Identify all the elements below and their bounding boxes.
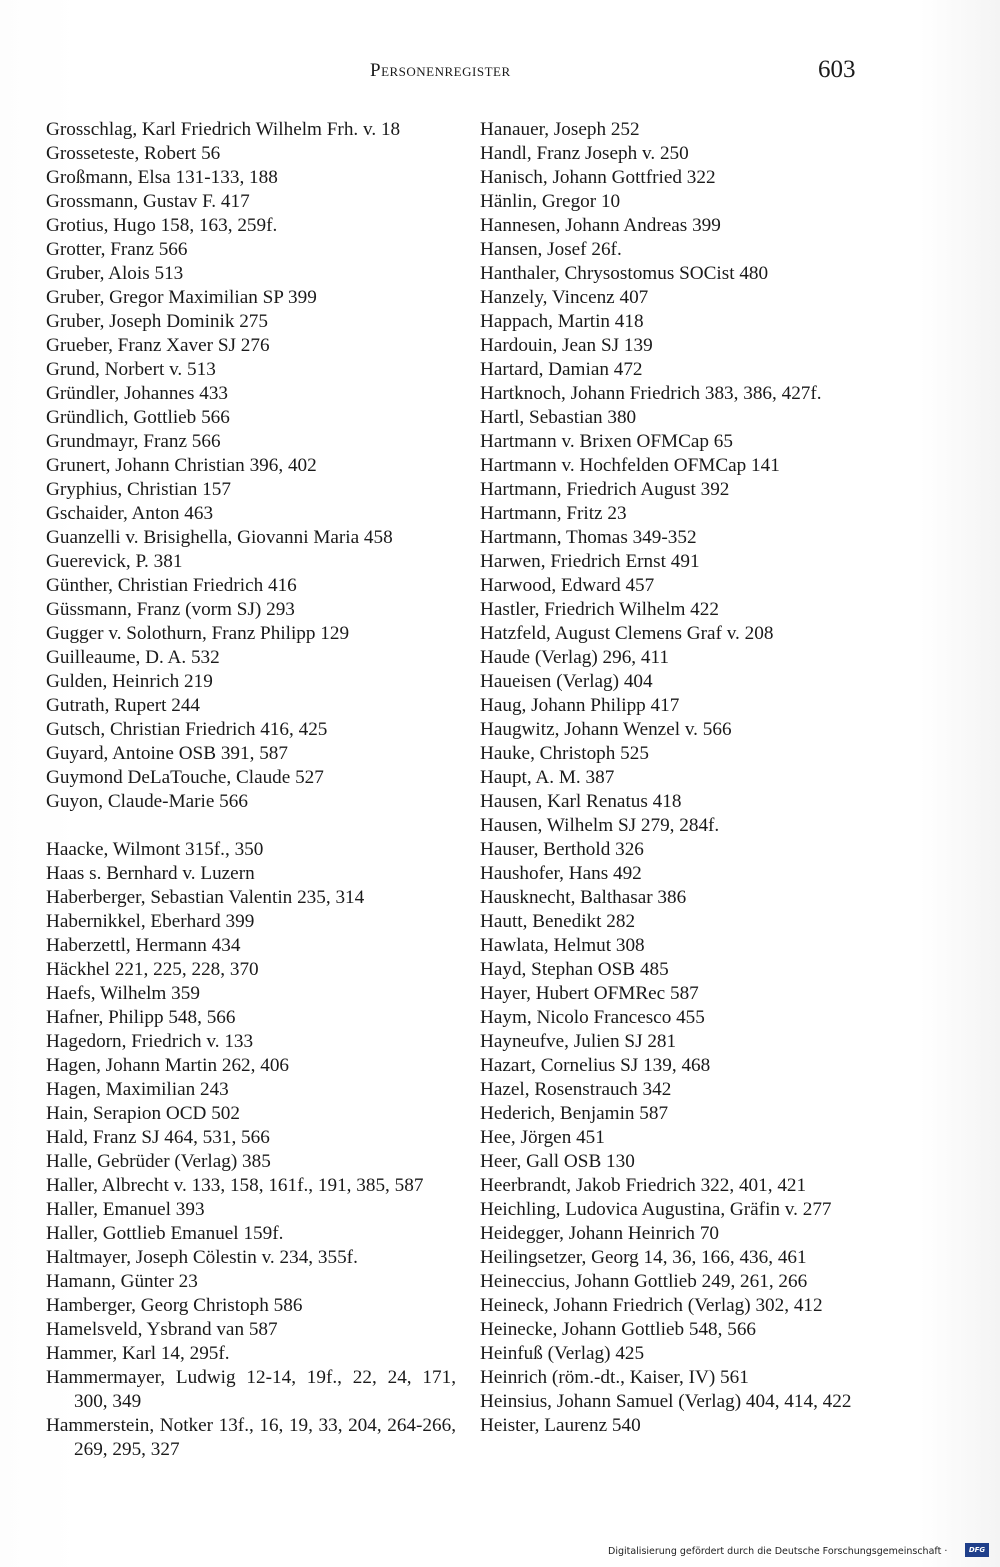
index-entry: Heidegger, Johann Heinrich 70	[480, 1223, 720, 1244]
index-entry: Gruber, Gregor Maximilian SP 399	[46, 287, 317, 308]
index-entry: Hartl, Sebastian 380	[480, 407, 637, 428]
index-entry: Heilingsetzer, Georg 14, 36, 166, 436, 461	[480, 1247, 807, 1268]
index-entry: Hammermayer, Ludwig 12-14, 19f., 22, 24, 171, 300, 349	[46, 1367, 456, 1412]
index-entry: Haefs, Wilhelm 359	[46, 983, 200, 1004]
index-entry: Grosschlag, Karl Friedrich Wilhelm Frh. v. 18	[46, 119, 401, 140]
index-entry: Hartmann v. Hochfelden OFMCap 141	[480, 455, 780, 476]
index-entry: Haude (Verlag) 296, 411	[480, 647, 669, 668]
index-column-right	[480, 118, 880, 1438]
index-entry: Hautt, Benedikt 282	[480, 911, 636, 932]
index-entry: Hederich, Benjamin 587	[480, 1103, 669, 1124]
index-entry: Hartmann, Fritz 23	[480, 503, 627, 524]
index-entry: Hardouin, Jean SJ 139	[480, 335, 653, 356]
index-entry: Guanzelli v. Brisighella, Giovanni Maria 458	[46, 527, 393, 548]
index-entry: Hartmann v. Brixen OFMCap 65	[480, 431, 733, 452]
index-entry: Heineck, Johann Friedrich (Verlag) 302, 412	[480, 1295, 823, 1316]
index-entry: Haushofer, Hans 492	[480, 863, 642, 884]
index-entry: Guyon, Claude-Marie 566	[46, 791, 248, 812]
index-entry: Gründler, Johannes 433	[46, 383, 229, 404]
index-entry: Häckhel 221, 225, 228, 370	[46, 959, 259, 980]
index-entry: Hamann, Günter 23	[46, 1271, 198, 1292]
index-entry: Haller, Emanuel 393	[46, 1199, 205, 1220]
index-entry: Hanauer, Joseph 252	[480, 119, 640, 140]
index-entry: Haltmayer, Joseph Cölestin v. 234, 355f.	[46, 1247, 358, 1268]
index-entry: Großmann, Elsa 131-133, 188	[46, 167, 278, 188]
index-entry: Gutrath, Rupert 244	[46, 695, 201, 716]
index-entry: Heineccius, Johann Gottlieb 249, 261, 266	[480, 1271, 808, 1292]
index-entry: Grotter, Franz 566	[46, 239, 188, 260]
index-entry: Hafner, Philipp 548, 566	[46, 1007, 236, 1028]
index-entry: Hagen, Maximilian 243	[46, 1079, 229, 1100]
index-entry: Happach, Martin 418	[480, 311, 644, 332]
index-entry: Heinfuß (Verlag) 425	[480, 1343, 645, 1364]
index-entry: Hagedorn, Friedrich v. 133	[46, 1031, 254, 1052]
index-entry: Hald, Franz SJ 464, 531, 566	[46, 1127, 270, 1148]
index-entry: Guyard, Antoine OSB 391, 587	[46, 743, 288, 764]
index-entry: Hayer, Hubert OFMRec 587	[480, 983, 699, 1004]
index-entry: Hänlin, Gregor 10	[480, 191, 621, 212]
index-entry: Grotius, Hugo 158, 163, 259f.	[46, 215, 278, 236]
index-entry: Harwood, Edward 457	[480, 575, 655, 596]
index-entry: Grosseteste, Robert 56	[46, 143, 221, 164]
index-entry: Heerbrandt, Jakob Friedrich 322, 401, 421	[480, 1175, 807, 1196]
index-entry: Grueber, Franz Xaver SJ 276	[46, 335, 270, 356]
index-entry: Haberberger, Sebastian Valentin 235, 314	[46, 887, 365, 908]
index-entry: Hazart, Cornelius SJ 139, 468	[480, 1055, 711, 1076]
index-entry: Hatzfeld, August Clemens Graf v. 208	[480, 623, 774, 644]
index-entry: Hartard, Damian 472	[480, 359, 643, 380]
index-entry: Haugwitz, Johann Wenzel v. 566	[480, 719, 732, 740]
index-entry: Hartmann, Friedrich August 392	[480, 479, 730, 500]
index-entry: Hayd, Stephan OSB 485	[480, 959, 669, 980]
index-entry: Grund, Norbert v. 513	[46, 359, 216, 380]
running-header: Personenregister	[370, 60, 511, 81]
index-entry: Guymond DeLaTouche, Claude 527	[46, 767, 324, 788]
page-number: 603	[818, 56, 856, 83]
index-entry: Habernikkel, Eberhard 399	[46, 911, 255, 932]
index-entry: Heer, Gall OSB 130	[480, 1151, 635, 1172]
index-entry: Haupt, A. M. 387	[480, 767, 615, 788]
index-entry: Gugger v. Solothurn, Franz Philipp 129	[46, 623, 350, 644]
index-entry: Hansen, Josef 26f.	[480, 239, 622, 260]
index-entry: Haug, Johann Philipp 417	[480, 695, 680, 716]
index-column-left	[46, 118, 456, 1462]
index-entry: Haller, Gottlieb Emanuel 159f.	[46, 1223, 284, 1244]
index-entry: Hauke, Christoph 525	[480, 743, 649, 764]
index-entry: Hamelsveld, Ysbrand van 587	[46, 1319, 278, 1340]
index-entry: Hauser, Berthold 326	[480, 839, 644, 860]
index-entry: Hannesen, Johann Andreas 399	[480, 215, 721, 236]
index-entry: Grundmayr, Franz 566	[46, 431, 221, 452]
index-entry: Hee, Jörgen 451	[480, 1127, 605, 1148]
index-entry: Hanzely, Vincenz 407	[480, 287, 649, 308]
index-entry: Hagen, Johann Martin 262, 406	[46, 1055, 290, 1076]
index-entry: Heinecke, Johann Gottlieb 548, 566	[480, 1319, 757, 1340]
index-entry: Hartmann, Thomas 349-352	[480, 527, 697, 548]
index-entry: Halle, Gebrüder (Verlag) 385	[46, 1151, 271, 1172]
index-entry: Heinrich (röm.-dt., Kaiser, IV) 561	[480, 1367, 749, 1388]
index-entry: Hausen, Karl Renatus 418	[480, 791, 682, 812]
index-entry: Günther, Christian Friedrich 416	[46, 575, 297, 596]
index-entry: Hanthaler, Chrysostomus SOCist 480	[480, 263, 769, 284]
index-entry: Gründlich, Gottlieb 566	[46, 407, 230, 428]
index-entry: Haller, Albrecht v. 133, 158, 161f., 191, 385, 587	[46, 1175, 424, 1196]
index-entry: Gschaider, Anton 463	[46, 503, 214, 524]
index-entry: Gryphius, Christian 157	[46, 479, 231, 500]
index-entry: Handl, Franz Joseph v. 250	[480, 143, 689, 164]
index-entry: Haas s. Bernhard v. Luzern	[46, 863, 255, 884]
index-entry: Harwen, Friedrich Ernst 491	[480, 551, 700, 572]
index-entry: Heister, Laurenz 540	[480, 1415, 641, 1436]
index-entry: Haueisen (Verlag) 404	[480, 671, 653, 692]
index-entry: Hammerstein, Notker 13f., 16, 19, 33, 204, 264-266, 269, 295, 327	[46, 1415, 456, 1460]
index-entry: Haacke, Wilmont 315f., 350	[46, 839, 264, 860]
index-entry: Gutsch, Christian Friedrich 416, 425	[46, 719, 328, 740]
section-gap	[46, 814, 456, 838]
index-entry: Hanisch, Johann Gottfried 322	[480, 167, 716, 188]
index-entry: Hausen, Wilhelm SJ 279, 284f.	[480, 815, 720, 836]
index-entry: Hastler, Friedrich Wilhelm 422	[480, 599, 719, 620]
index-entry: Gruber, Joseph Dominik 275	[46, 311, 268, 332]
index-entry: Gulden, Heinrich 219	[46, 671, 213, 692]
index-entry: Guilleaume, D. A. 532	[46, 647, 220, 668]
index-entry: Hazel, Rosenstrauch 342	[480, 1079, 672, 1100]
index-entry: Hawlata, Helmut 308	[480, 935, 645, 956]
index-entry: Hammer, Karl 14, 295f.	[46, 1343, 230, 1364]
index-entry: Guerevick, P. 381	[46, 551, 183, 572]
index-entry: Haym, Nicolo Francesco 455	[480, 1007, 705, 1028]
index-entry: Hausknecht, Balthasar 386	[480, 887, 687, 908]
dfg-logo: DFG	[965, 1543, 989, 1557]
index-entry: Hain, Serapion OCD 502	[46, 1103, 240, 1124]
index-entry: Haberzettl, Hermann 434	[46, 935, 241, 956]
index-entry: Hayneufve, Julien SJ 281	[480, 1031, 677, 1052]
index-entry: Hartknoch, Johann Friedrich 383, 386, 427f.	[480, 383, 822, 404]
index-entry: Heichling, Ludovica Augustina, Gräfin v. 277	[480, 1199, 832, 1220]
index-entry: Güssmann, Franz (vorm SJ) 293	[46, 599, 295, 620]
index-entry: Grossmann, Gustav F. 417	[46, 191, 250, 212]
footer-credit: Digitalisierung gefördert durch die Deutsche Forschungsgemeinschaft ·	[608, 1546, 948, 1557]
index-entry: Heinsius, Johann Samuel (Verlag) 404, 414, 422	[480, 1391, 852, 1412]
index-entry: Gruber, Alois 513	[46, 263, 184, 284]
index-entry: Hamberger, Georg Christoph 586	[46, 1295, 303, 1316]
index-entry: Grunert, Johann Christian 396, 402	[46, 455, 317, 476]
